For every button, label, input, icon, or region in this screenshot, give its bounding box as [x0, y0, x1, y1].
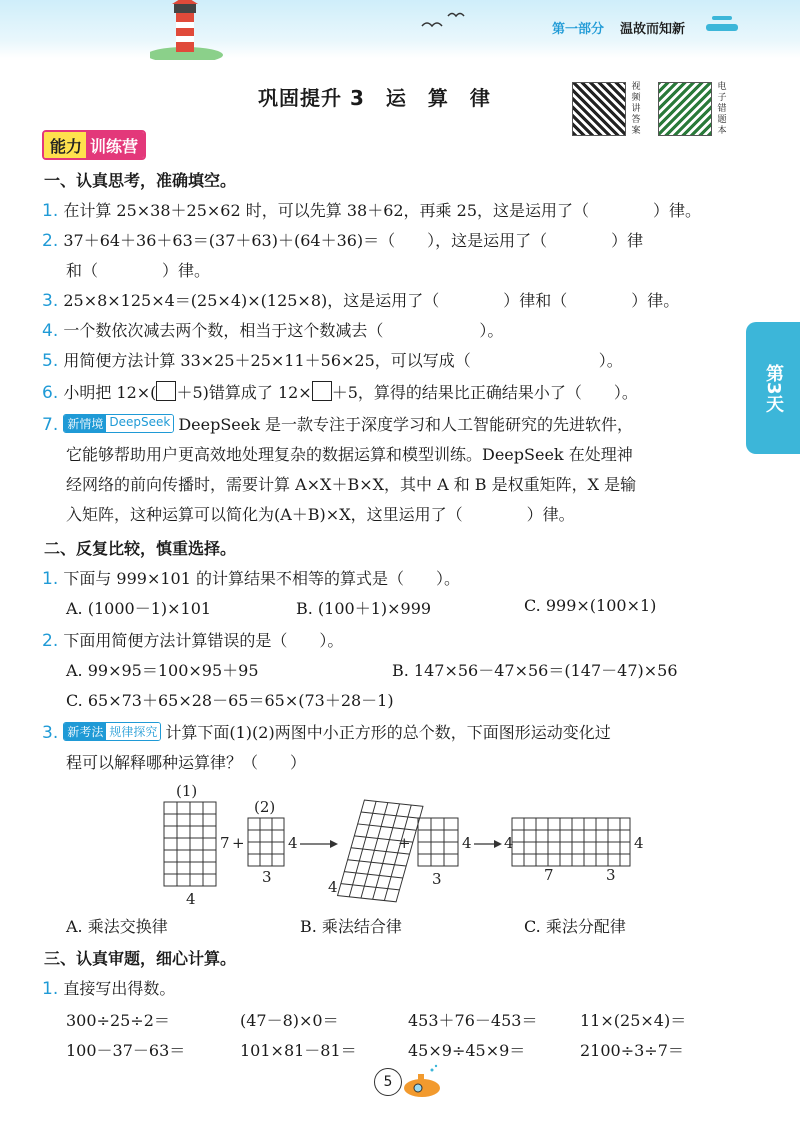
- grid-figure: [150, 780, 670, 910]
- s2-q2-text: 下面用简便方法计算错误的是（ ）。: [63, 631, 344, 650]
- calc-item[interactable]: 300÷25÷2＝: [66, 1011, 170, 1030]
- s1-q3: [42, 288, 679, 311]
- s1-q6-part-b: ＋5)错算成了 12×: [176, 383, 312, 402]
- s1-q7-line2: 它能够帮助用户更高效地处理复杂的数据运算和模型训练。DeepSeek 在处理神: [66, 445, 633, 464]
- s2-q2-option-a[interactable]: A. 99×95＝100×95＋95: [66, 661, 259, 680]
- s1-q7-line1: DeepSeek 是一款专注于深度学习和人工智能研究的先进软件，: [178, 415, 634, 434]
- badge-part1: 能力: [44, 132, 86, 158]
- section-badge: [42, 130, 146, 160]
- qr-code-video[interactable]: [572, 82, 626, 136]
- day-tab: 第3天: [746, 322, 800, 454]
- q-number: 2.: [42, 231, 59, 251]
- grid4: [512, 818, 630, 866]
- fig-label-2: (2): [254, 798, 276, 816]
- tag-topic: DeepSeek: [106, 415, 173, 432]
- fig-num-4f: 4: [634, 834, 644, 852]
- part-subtitle: 温故而知新: [620, 22, 686, 37]
- fig-num-4b: 4: [288, 834, 298, 852]
- s2-q1-option-a[interactable]: A. (1000－1)×101: [66, 599, 212, 618]
- s1-q5: [42, 348, 623, 371]
- s1-q7-line3: 经网络的前向传播时，需要计算 A×X＋B×X，其中 A 和 B 是权重矩阵，X 是输: [66, 475, 637, 494]
- s1-q4-text: 一个数依次减去两个数，相当于这个数减去（ ）。: [63, 321, 504, 340]
- arrow-head-2: [494, 840, 502, 848]
- fig-num-3b: 3: [432, 870, 442, 888]
- s2-q1-text: 下面与 999×101 的计算结果不相等的算式是（ ）。: [63, 569, 460, 588]
- q-number: 3.: [42, 291, 59, 311]
- lighthouse-icon: [150, 0, 230, 60]
- s2-q3-option-c[interactable]: C. 乘法分配律: [524, 917, 626, 936]
- s2-q2-option-c[interactable]: C. 65×73＋65×28－65＝65×(73＋28－1): [66, 691, 394, 710]
- calc-item[interactable]: 11×(25×4)＝: [580, 1011, 687, 1030]
- grid3: [418, 818, 458, 866]
- s1-q1-text: 在计算 25×38＋25×62 时，可以先算 38＋62，再乘 25，这是运用了（ ）律。: [63, 201, 702, 220]
- section3-heading: 三、认真审题，细心计算。: [44, 949, 237, 968]
- fig-num-4e: 4: [504, 834, 514, 852]
- s1-q7-line4: 入矩阵，这种运算可以简化为(A＋B)×X，这里运用了（ ）律。: [66, 505, 575, 524]
- tag-topic: 规律探究: [106, 723, 160, 740]
- fig-plus-2: +: [398, 834, 411, 852]
- arrow-head-1: [330, 840, 338, 848]
- tag-label: 新情境: [64, 415, 106, 432]
- q-number: 4.: [42, 321, 59, 341]
- part-one-icon: [702, 12, 742, 40]
- s3-q1: [42, 976, 175, 999]
- calc-item[interactable]: 101×81－81＝: [240, 1041, 357, 1060]
- part-label: 第一部分: [552, 22, 605, 37]
- fig-num-7b: 7: [544, 866, 554, 884]
- s2-q1: [42, 566, 460, 589]
- s1-q2-line1: 37＋64＋36＋63＝(37＋63)＋(64＋36)＝（ ），这是运用了（ ）律: [63, 231, 644, 250]
- calc-item[interactable]: 2100÷3÷7＝: [580, 1041, 684, 1060]
- q-number: 6.: [42, 383, 59, 403]
- qr-video-label: 视频讲答案: [631, 82, 641, 136]
- s1-q2-line2: 和（ ）律。: [66, 261, 211, 280]
- fig-num-7a: 7: [220, 834, 230, 852]
- s2-q3: [42, 720, 611, 743]
- new-context-tag: [63, 414, 174, 433]
- blank-box[interactable]: [156, 381, 176, 401]
- new-method-tag: [63, 722, 161, 741]
- page-number: 5: [374, 1068, 402, 1096]
- birds-icon: [420, 8, 470, 32]
- q-number: 2.: [42, 631, 59, 651]
- fig-num-4d: 4: [462, 834, 472, 852]
- qr-error-book-label: 电子错题本: [717, 82, 727, 136]
- tag-label: 新考法: [64, 723, 106, 740]
- fig-num-3a: 3: [262, 868, 272, 886]
- q-number: 1.: [42, 569, 59, 589]
- s2-q3-option-b[interactable]: B. 乘法结合律: [300, 917, 402, 936]
- s2-q2: [42, 628, 343, 651]
- s3-q1-text: 直接写出得数。: [63, 979, 176, 998]
- fig-label-1: (1): [176, 782, 198, 800]
- section1-heading: 一、认真思考，准确填空。: [44, 171, 237, 190]
- fig-num-4a: 4: [186, 890, 196, 908]
- s2-q3-line1: 计算下面(1)(2)两图中小正方形的总个数，下面图形运动变化过: [165, 723, 611, 742]
- fig-num-4c: 4: [328, 878, 338, 896]
- s1-q5-text: 用简便方法计算 33×25＋25×11＋56×25，可以写成（ ）。: [63, 351, 623, 370]
- s2-q1-option-b[interactable]: B. (100＋1)×999: [296, 599, 432, 618]
- q-number: 3.: [42, 723, 59, 743]
- q-number: 1.: [42, 979, 59, 999]
- s1-q4: [42, 318, 503, 341]
- blank-box[interactable]: [312, 381, 332, 401]
- q-number: 1.: [42, 201, 59, 221]
- s1-q2: [42, 228, 643, 251]
- s2-q1-option-c[interactable]: C. 999×(100×1): [524, 596, 657, 615]
- fig-plus-1: +: [232, 834, 245, 852]
- s1-q6-part-c: ＋5，算得的结果比正确结果小了（ ）。: [331, 383, 638, 402]
- fig-num-3c: 3: [606, 866, 616, 884]
- s2-q2-option-b[interactable]: B. 147×56－47×56＝(147－47)×56: [392, 661, 678, 680]
- calc-item[interactable]: 45×9÷45×9＝: [408, 1041, 526, 1060]
- s1-q1: [42, 198, 701, 221]
- s1-q3-text: 25×8×125×4＝(25×4)×(125×8)，这是运用了（ ）律和（ ）律。: [63, 291, 680, 310]
- q-number: 5.: [42, 351, 59, 371]
- submarine-icon: [398, 1062, 444, 1102]
- section2-heading: 二、反复比较，慎重选择。: [44, 539, 237, 558]
- calc-item[interactable]: 100－37－63＝: [66, 1041, 186, 1060]
- page-title: 巩固提升 3 运 算 律: [258, 86, 491, 110]
- qr-code-error-book[interactable]: [658, 82, 712, 136]
- q-number: 7.: [42, 415, 59, 435]
- s1-q6-part-a: 小明把 12×(: [63, 383, 157, 402]
- s2-q3-line2: 程可以解释哪种运算律？（ ）: [66, 753, 307, 772]
- badge-part2: 训练营: [86, 132, 144, 158]
- calc-item[interactable]: 453＋76－453＝: [408, 1011, 538, 1030]
- grid1: [164, 802, 216, 886]
- s1-q7: [42, 412, 633, 435]
- s2-q3-option-a[interactable]: A. 乘法交换律: [66, 917, 168, 936]
- s1-q6: [42, 380, 638, 403]
- calc-item[interactable]: (47－8)×0＝: [240, 1011, 339, 1030]
- grid2: [248, 818, 284, 866]
